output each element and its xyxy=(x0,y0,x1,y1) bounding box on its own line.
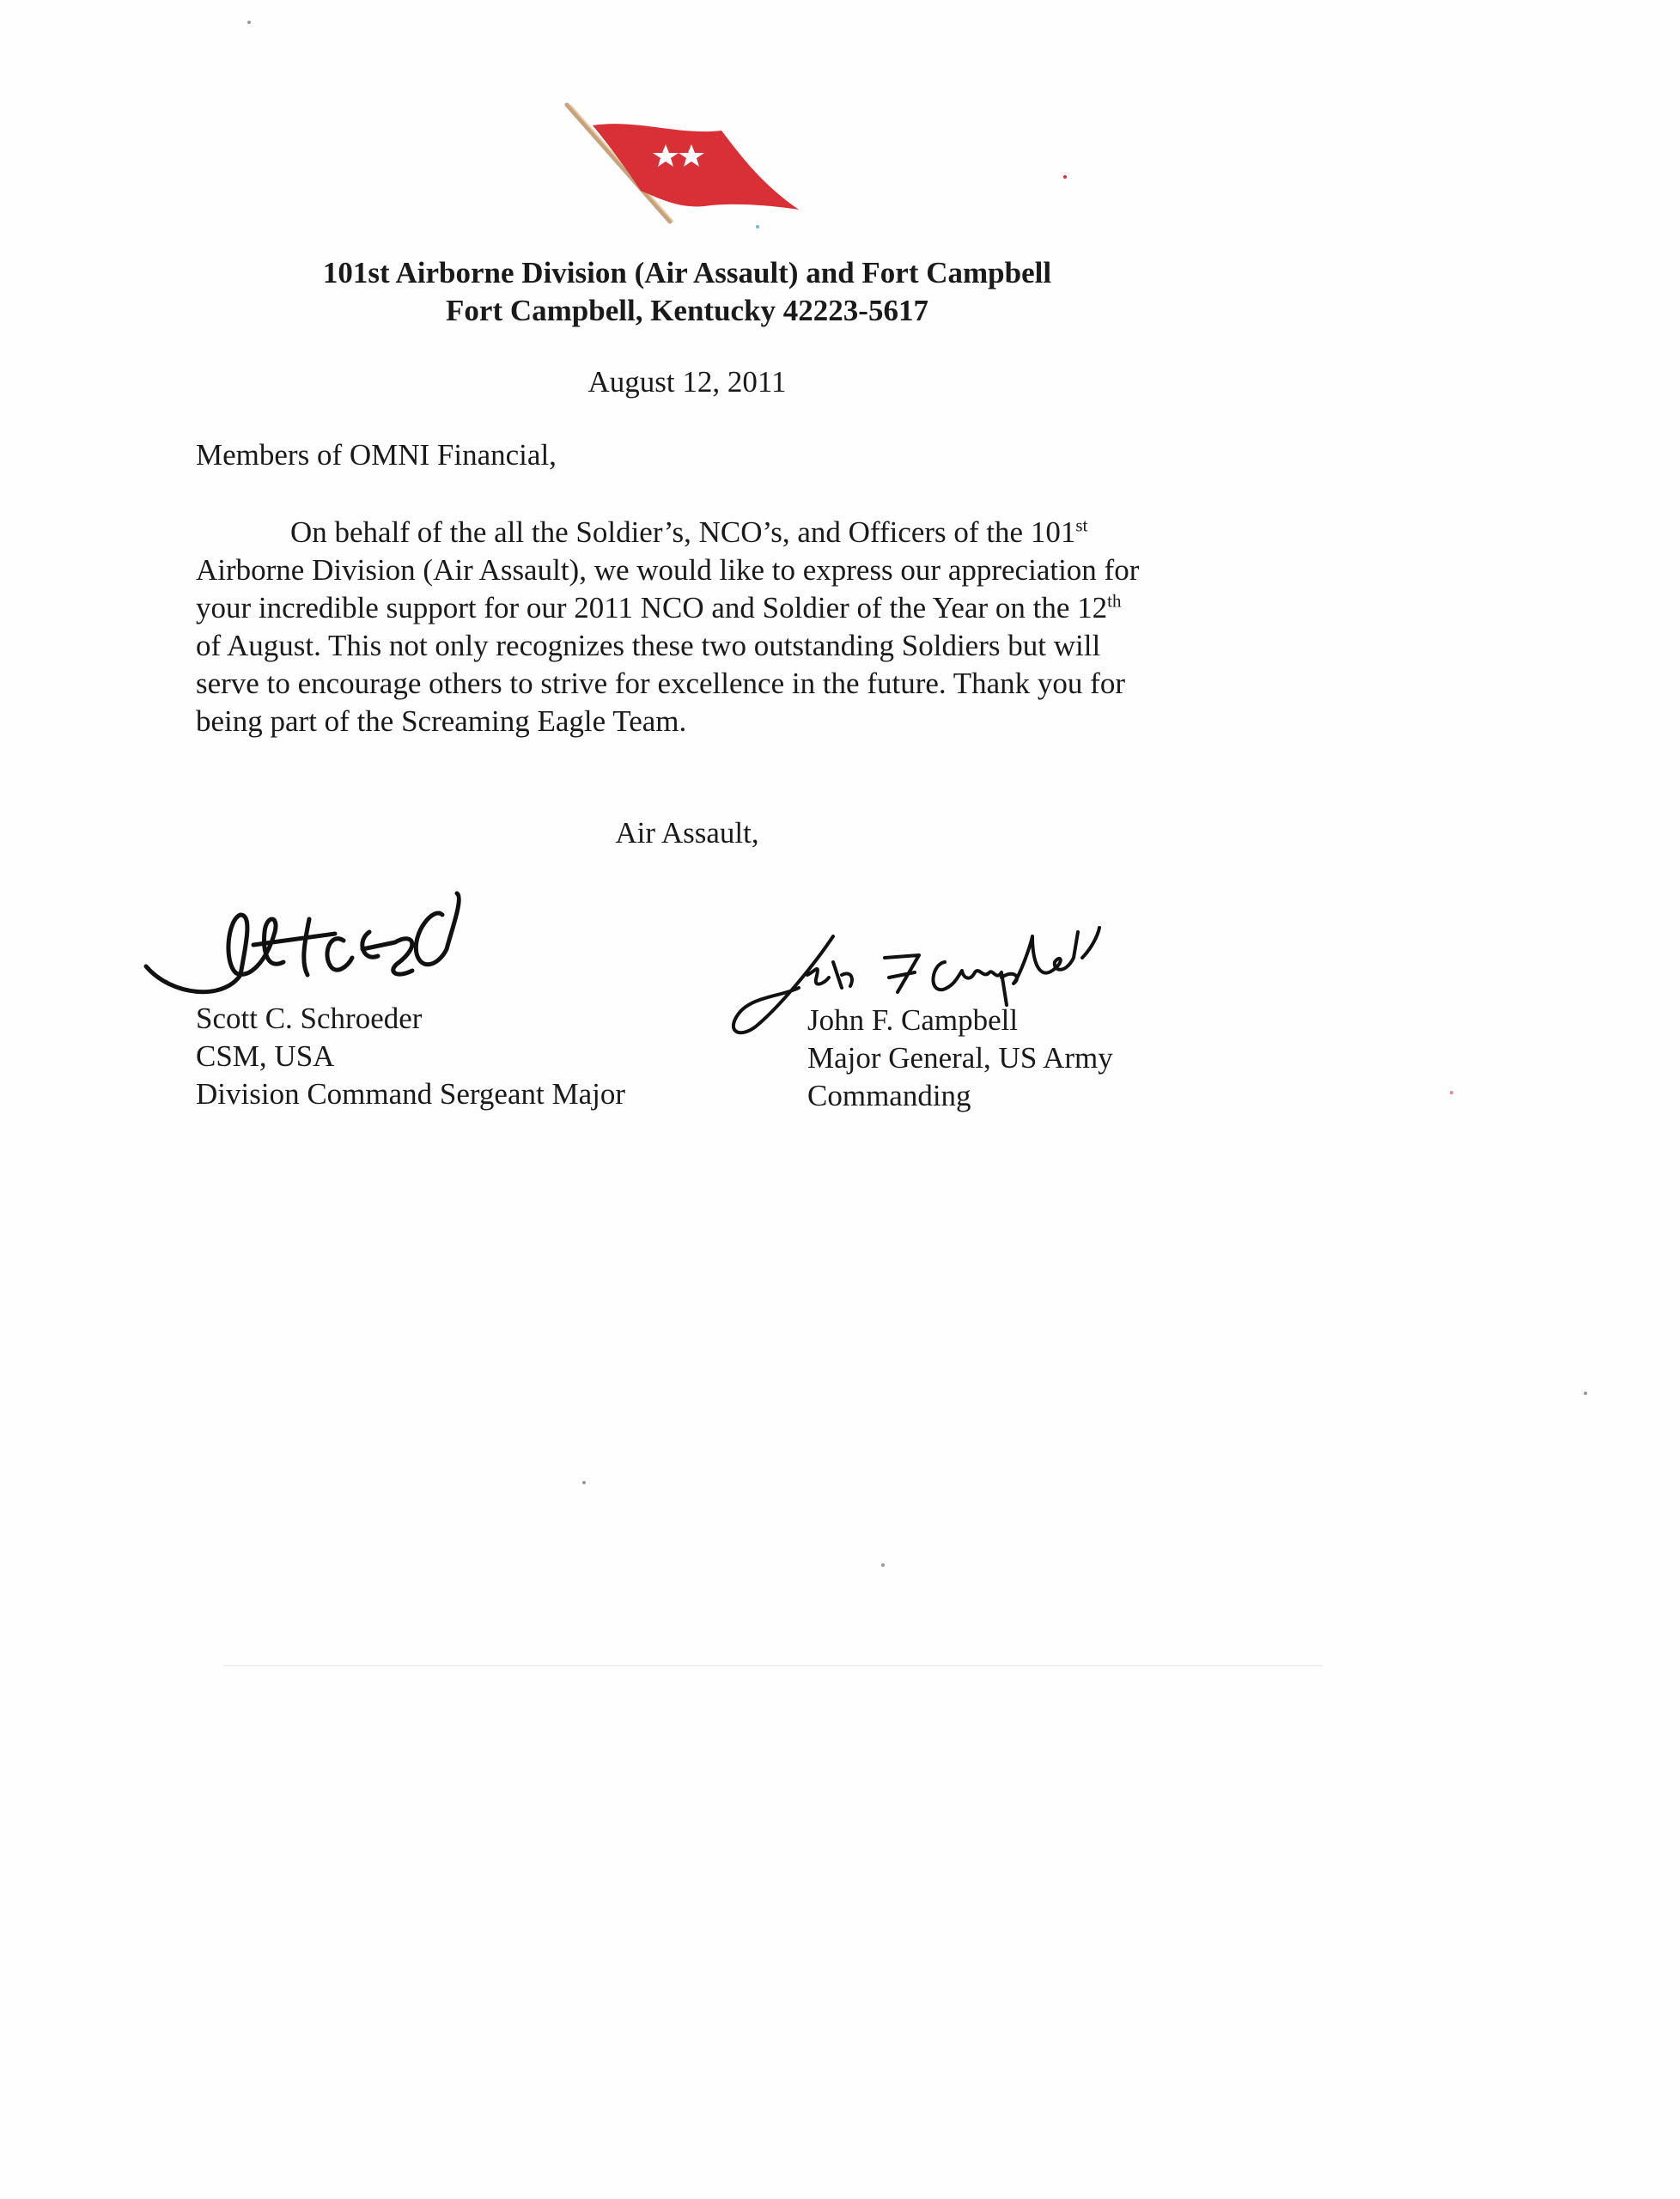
letter-date: August 12, 2011 xyxy=(587,365,787,399)
signature-left-icon xyxy=(137,880,498,1009)
body-line-5: serve to encourage others to strive for excellence in the future. Thank you for xyxy=(196,667,1125,700)
scan-speck xyxy=(756,225,759,228)
letterhead-address: Fort Campbell, Kentucky 42223-5617 xyxy=(446,294,928,327)
signer-right-title: Commanding xyxy=(807,1079,971,1112)
signer-right-rank: Major General, US Army xyxy=(807,1041,1113,1075)
body-line-6: being part of the Screaming Eagle Team. xyxy=(196,704,687,738)
ordinal-suffix: st xyxy=(1075,515,1088,536)
scan-speck xyxy=(582,1481,586,1484)
letter-body xyxy=(196,514,1209,740)
body-line-1 xyxy=(196,514,1209,551)
scan-speck xyxy=(1584,1392,1587,1395)
scan-speck xyxy=(1063,175,1067,179)
scan-speck xyxy=(881,1563,885,1567)
letterhead-organization: 101st Airborne Division (Air Assault) and Fort Campbell xyxy=(322,256,1052,289)
signer-left-title: Division Command Sergeant Major xyxy=(196,1077,625,1111)
body-line-2: Airborne Division (Air Assault), we would like to express our appreciation for xyxy=(196,553,1140,587)
closing: Air Assault, xyxy=(615,816,759,850)
signer-left-block xyxy=(196,1000,625,1113)
signer-right-name: John F. Campbell xyxy=(807,1003,1019,1037)
salutation: Members of OMNI Financial, xyxy=(196,438,557,472)
scan-speck xyxy=(1450,1091,1453,1094)
two-star-flag-icon xyxy=(558,101,816,256)
scan-speck xyxy=(247,21,251,24)
scan-artifact-line xyxy=(223,1665,1323,1666)
body-line-3-text: your incredible support for our 2011 NCO and Soldier of the Year on the 12 xyxy=(196,591,1108,624)
signer-right-block xyxy=(807,1002,1113,1115)
body-line-4: of August. This not only recognizes these two outstanding Soldiers but will xyxy=(196,629,1101,662)
body-line-1-text: On behalf of the all the Soldier’s, NCO’s, and Officers of the 101 xyxy=(290,515,1076,549)
signer-left-rank: CSM, USA xyxy=(196,1039,335,1073)
body-line-3 xyxy=(196,589,1209,627)
signer-left-name: Scott C. Schroeder xyxy=(196,1002,423,1035)
ordinal-suffix: th xyxy=(1107,590,1122,612)
